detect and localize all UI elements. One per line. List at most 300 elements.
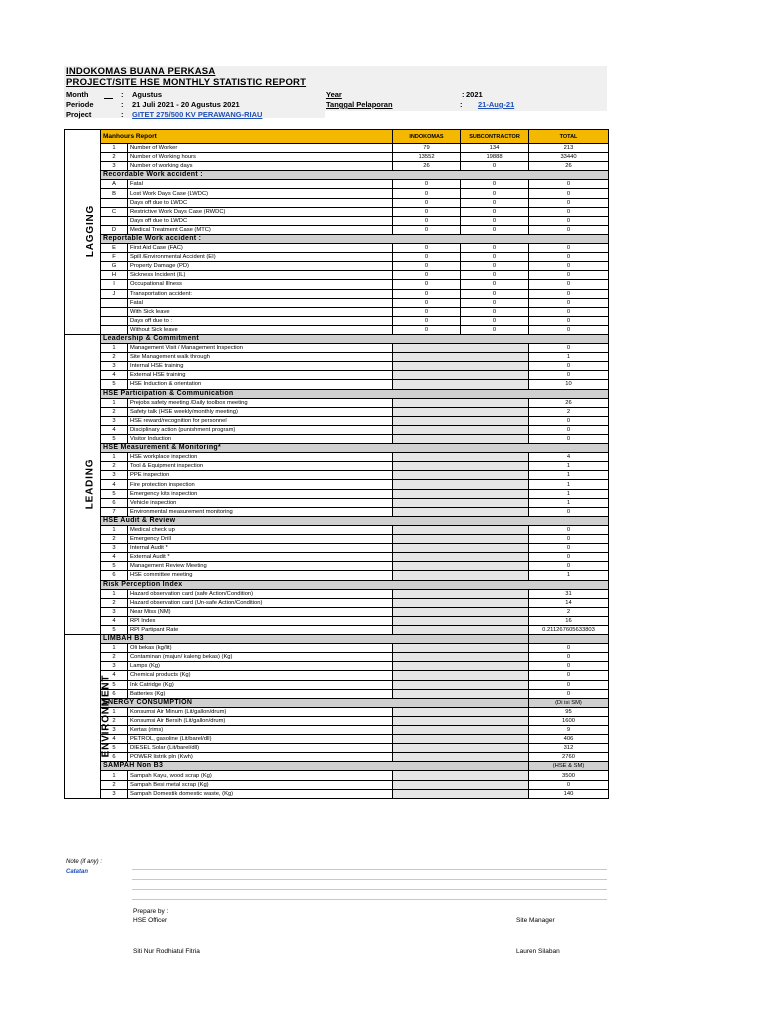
- row-item: RPI Partipant Rate: [128, 625, 393, 634]
- row-number: I: [101, 280, 128, 289]
- value-indokomas: 0: [393, 325, 461, 334]
- table-row: [65, 280, 609, 289]
- value-total: 0: [529, 689, 609, 698]
- row-item: Hazard observation card (safe Action/Condition): [128, 589, 393, 598]
- row-number: 2: [101, 780, 128, 789]
- table-row: [65, 271, 609, 280]
- row-number: 3: [101, 726, 128, 735]
- blank-cell: [393, 789, 529, 798]
- section-row: [65, 171, 609, 180]
- row-item: PETROL, gasoline (Lit/barel/dll): [128, 735, 393, 744]
- value-total: 2: [529, 407, 609, 416]
- value-total: 0: [529, 653, 609, 662]
- value-indokomas: 0: [393, 198, 461, 207]
- table-row: [65, 544, 609, 553]
- row-item: Without Sick leave: [128, 325, 393, 334]
- value-total: 0: [529, 435, 609, 444]
- env-section-title: ENERGY CONSUMPTION: [101, 698, 529, 707]
- table-row: [65, 607, 609, 616]
- row-number: C: [101, 207, 128, 216]
- table-row: [65, 216, 609, 225]
- section-row: [65, 762, 609, 771]
- table-row: [65, 480, 609, 489]
- row-item: Ink Catridge (Kg): [128, 680, 393, 689]
- section-row: [65, 698, 609, 707]
- lagging-group-label: LAGGING: [85, 205, 97, 258]
- row-number: F: [101, 253, 128, 262]
- value-total: 0: [529, 507, 609, 516]
- value-total: 26: [529, 398, 609, 407]
- env-section-title: SAMPAH Non B3: [101, 762, 529, 771]
- row-item: First Aid Case (FAC): [128, 244, 393, 253]
- row-item: Kertas (rims): [128, 726, 393, 735]
- row-item: DIESEL Solar (Lit/barel/dll): [128, 744, 393, 753]
- table-row: [65, 625, 609, 634]
- row-item: Number of Worker: [128, 144, 393, 153]
- value-indokomas: 0: [393, 280, 461, 289]
- row-number: 2: [101, 716, 128, 725]
- blank-cell: [393, 653, 529, 662]
- table-header-row: [65, 130, 609, 144]
- table-row: [65, 307, 609, 316]
- row-number: 7: [101, 507, 128, 516]
- site-manager-title: Site Manager: [516, 917, 555, 924]
- table-row: [65, 207, 609, 216]
- row-number: 2: [101, 653, 128, 662]
- blank-cell: [393, 471, 529, 480]
- row-number: B: [101, 189, 128, 198]
- row-number: 4: [101, 371, 128, 380]
- row-number: J: [101, 289, 128, 298]
- blank-cell: [393, 544, 529, 553]
- blank-cell: [393, 780, 529, 789]
- value-total: 0: [529, 362, 609, 371]
- table-row: [65, 253, 609, 262]
- table-row: [65, 262, 609, 271]
- leading-group: [65, 334, 101, 634]
- row-number: E: [101, 244, 128, 253]
- table-row: [65, 653, 609, 662]
- row-number: 3: [101, 662, 128, 671]
- value-total: 312: [529, 744, 609, 753]
- blank-cell: [393, 753, 529, 762]
- value-indokomas: 0: [393, 307, 461, 316]
- section-row: [65, 334, 609, 343]
- table-row: [65, 535, 609, 544]
- value-subcontractor: 0: [461, 289, 529, 298]
- leading-section-title: HSE Audit & Review: [101, 516, 609, 525]
- manhours-title: Manhours Report: [101, 130, 393, 144]
- value-subcontractor: 0: [461, 271, 529, 280]
- row-item: HSE workplace inspection: [128, 453, 393, 462]
- table-row: [65, 689, 609, 698]
- value-indokomas: 0: [393, 207, 461, 216]
- env-section-note: (HSE & SM): [529, 762, 609, 771]
- table-row: [65, 144, 609, 153]
- row-number: [101, 298, 128, 307]
- table-row: [65, 353, 609, 362]
- row-number: 5: [101, 435, 128, 444]
- table-row: [65, 726, 609, 735]
- environment-group: [65, 635, 112, 799]
- blank-cell: [393, 571, 529, 580]
- year-colon: :: [462, 90, 465, 99]
- prepare-by-label: Prepare by :: [133, 908, 169, 915]
- value-indokomas: 0: [393, 225, 461, 234]
- table-row: [65, 507, 609, 516]
- row-number: 4: [101, 425, 128, 434]
- table-row: [65, 671, 609, 680]
- value-total: 1: [529, 489, 609, 498]
- table-row: [65, 225, 609, 234]
- value-total: 0: [529, 225, 609, 234]
- table-row: [65, 780, 609, 789]
- value-total: 0: [529, 307, 609, 316]
- value-total: 0: [529, 207, 609, 216]
- row-item: Transportation accident:: [128, 289, 393, 298]
- row-number: 2: [101, 598, 128, 607]
- catatan-label: Catatan: [66, 869, 89, 875]
- blank-cell: [393, 716, 529, 725]
- value-total: 2: [529, 607, 609, 616]
- value-total: 16: [529, 616, 609, 625]
- value-subcontractor: 0: [461, 189, 529, 198]
- table-row: [65, 407, 609, 416]
- value-total: 14: [529, 598, 609, 607]
- row-item: Fatal: [128, 298, 393, 307]
- value-indokomas: 0: [393, 189, 461, 198]
- row-number: D: [101, 225, 128, 234]
- blank-cell: [393, 525, 529, 534]
- blank-cell: [393, 507, 529, 516]
- value-total: 95: [529, 707, 609, 716]
- value-total: 0: [529, 198, 609, 207]
- value-subcontractor: 0: [461, 162, 529, 171]
- blank-cell: [393, 680, 529, 689]
- table-row: [65, 462, 609, 471]
- blank-cell: [393, 735, 529, 744]
- row-number: 6: [101, 571, 128, 580]
- row-number: 3: [101, 416, 128, 425]
- row-number: 3: [101, 789, 128, 798]
- row-number: 6: [101, 689, 128, 698]
- row-item: Spill /Environmental Accident (EI): [128, 253, 393, 262]
- blank-cell: [393, 453, 529, 462]
- row-item: Konsumsi Air Minum (Lit/gallon/drum): [128, 707, 393, 716]
- blank-cell: [393, 398, 529, 407]
- row-number: 1: [101, 771, 128, 780]
- row-number: 3: [101, 607, 128, 616]
- table-row: [65, 244, 609, 253]
- value-total: 3500: [529, 771, 609, 780]
- hse-statistic-table: [64, 129, 609, 799]
- blank-cell: [393, 744, 529, 753]
- row-item: Oli bekas (kg/lit): [128, 644, 393, 653]
- table-row: [65, 562, 609, 571]
- table-row: [65, 425, 609, 434]
- table-row: [65, 489, 609, 498]
- value-total: 0: [529, 371, 609, 380]
- env-section-title: LIMBAH B3: [101, 635, 529, 644]
- table-row: [65, 416, 609, 425]
- col-indokomas: INDOKOMAS: [393, 130, 461, 144]
- report-date-value: 21-Aug-21: [478, 100, 515, 109]
- project-label: Project: [66, 110, 92, 119]
- recordable-section-title: Recordable Work accident :: [101, 171, 609, 180]
- blank-cell: [393, 416, 529, 425]
- blank-cell: [393, 607, 529, 616]
- row-item: Number of working days: [128, 162, 393, 171]
- section-row: [65, 635, 609, 644]
- value-total: 1: [529, 480, 609, 489]
- value-total: 0: [529, 680, 609, 689]
- value-total: 406: [529, 735, 609, 744]
- hse-officer-title: HSE Officer: [133, 917, 168, 924]
- blank-cell: [393, 498, 529, 507]
- blank-cell: [393, 407, 529, 416]
- value-indokomas: 79: [393, 144, 461, 153]
- table-row: [65, 344, 609, 353]
- row-item: Sampah Besi metal scrap (Kg): [128, 780, 393, 789]
- row-item: Emergency kits inspection: [128, 489, 393, 498]
- year-label: Year: [326, 90, 342, 99]
- row-number: 5: [101, 680, 128, 689]
- row-item: RPI Index: [128, 616, 393, 625]
- row-number: 5: [101, 562, 128, 571]
- blank-cell: [393, 353, 529, 362]
- blank-cell: [393, 535, 529, 544]
- row-number: 4: [101, 671, 128, 680]
- row-number: 1: [101, 707, 128, 716]
- blank-cell: [393, 671, 529, 680]
- row-item: Disciplinary action (punishment program): [128, 425, 393, 434]
- blank-cell: [393, 362, 529, 371]
- value-subcontractor: 0: [461, 244, 529, 253]
- table-row: [65, 371, 609, 380]
- row-item: Prejobs safety meeting /Daily toolbox meeting: [128, 398, 393, 407]
- row-number: 2: [101, 462, 128, 471]
- value-total: 1: [529, 471, 609, 480]
- row-number: 2: [101, 353, 128, 362]
- row-item: External Audit *: [128, 553, 393, 562]
- blank-cell: [393, 344, 529, 353]
- row-item: Chemical products (Kg): [128, 671, 393, 680]
- col-total: TOTAL: [529, 130, 609, 144]
- value-total: 0: [529, 180, 609, 189]
- row-number: 1: [101, 589, 128, 598]
- reportable-section-title: Reportable Work accident :: [101, 234, 609, 243]
- blank-cell: [393, 380, 529, 389]
- value-indokomas: 13552: [393, 153, 461, 162]
- row-number: 1: [101, 344, 128, 353]
- table-row: [65, 325, 609, 334]
- header-blank-area: [325, 111, 607, 121]
- table-row: [65, 753, 609, 762]
- value-total: 0: [529, 189, 609, 198]
- row-number: 4: [101, 735, 128, 744]
- value-total: 213: [529, 144, 609, 153]
- blank-cell: [393, 662, 529, 671]
- value-total: 26: [529, 162, 609, 171]
- row-number: [101, 198, 128, 207]
- value-subcontractor: 0: [461, 216, 529, 225]
- value-indokomas: 0: [393, 289, 461, 298]
- value-subcontractor: 0: [461, 280, 529, 289]
- row-item: Hazard observation card (Un-safe Action/Condition): [128, 598, 393, 607]
- table-row: [65, 589, 609, 598]
- value-subcontractor: 0: [461, 325, 529, 334]
- blank-cell: [393, 616, 529, 625]
- table-row: [65, 644, 609, 653]
- table-row: [65, 198, 609, 207]
- row-number: H: [101, 271, 128, 280]
- row-number: 3: [101, 162, 128, 171]
- table-row: [65, 316, 609, 325]
- row-item: Contaminan (majun/ kaleng bekas) (Kg): [128, 653, 393, 662]
- row-item: HSE Induction & orientation: [128, 380, 393, 389]
- blank-cell: [393, 435, 529, 444]
- row-number: 5: [101, 489, 128, 498]
- note-label: Note (if any) :: [66, 859, 103, 865]
- row-number: 2: [101, 535, 128, 544]
- table-row: [65, 289, 609, 298]
- row-item: Tool & Equipment inspection: [128, 462, 393, 471]
- note-line-3: [132, 889, 607, 890]
- month-value: Agustus: [132, 90, 162, 99]
- value-subcontractor: 0: [461, 262, 529, 271]
- value-total: 0: [529, 344, 609, 353]
- leading-section-title: HSE Participation & Communication: [101, 389, 609, 398]
- table-row: [65, 571, 609, 580]
- row-item: Internal HSE training: [128, 362, 393, 371]
- row-item: PPE inspection: [128, 471, 393, 480]
- report-title: PROJECT/SITE HSE MONTHLY STATISTIC REPORT: [66, 77, 307, 88]
- row-item: Fire protection inspection: [128, 480, 393, 489]
- blank-cell: [393, 644, 529, 653]
- period-value: 21 Juli 2021 - 20 Agustus 2021: [132, 100, 240, 109]
- row-item: Sampah Kayu, wood scrap (Kg): [128, 771, 393, 780]
- value-subcontractor: 0: [461, 225, 529, 234]
- table-row: [65, 498, 609, 507]
- value-total: 0: [529, 325, 609, 334]
- table-row: [65, 771, 609, 780]
- table-row: [65, 744, 609, 753]
- blank-cell: [393, 480, 529, 489]
- blank-cell: [393, 598, 529, 607]
- table-row: [65, 380, 609, 389]
- value-total: 2760: [529, 753, 609, 762]
- row-item: External HSE training: [128, 371, 393, 380]
- row-number: 5: [101, 380, 128, 389]
- value-total: 0: [529, 289, 609, 298]
- row-number: 3: [101, 544, 128, 553]
- blank-cell: [393, 371, 529, 380]
- value-subcontractor: 134: [461, 144, 529, 153]
- blank-cell: [393, 489, 529, 498]
- note-line-1: [132, 869, 607, 870]
- row-item: Environmental measurement monitoring: [128, 507, 393, 516]
- row-item: Vehicle inspection: [128, 498, 393, 507]
- row-number: 5: [101, 625, 128, 634]
- section-row: [65, 444, 609, 453]
- value-total: 4: [529, 453, 609, 462]
- row-item: Near Miss (NM): [128, 607, 393, 616]
- blank-cell: [393, 689, 529, 698]
- row-item: Emergency Drill: [128, 535, 393, 544]
- table-row: [65, 662, 609, 671]
- value-total: 0: [529, 671, 609, 680]
- value-subcontractor: 0: [461, 198, 529, 207]
- value-total: 10: [529, 380, 609, 389]
- value-subcontractor: 19888: [461, 153, 529, 162]
- value-total: 0: [529, 662, 609, 671]
- table-row: [65, 680, 609, 689]
- value-total: 0: [529, 425, 609, 434]
- month-colon: :: [121, 90, 124, 99]
- table-row: [65, 398, 609, 407]
- hse-officer-name: Siti Nur Rodhiatul Fitria: [133, 948, 200, 955]
- blank-cell: [393, 462, 529, 471]
- row-item: Site Management walk through: [128, 353, 393, 362]
- value-total: 1: [529, 462, 609, 471]
- table-row: [65, 553, 609, 562]
- value-subcontractor: 0: [461, 180, 529, 189]
- table-row: [65, 162, 609, 171]
- row-item: Number of Working hours: [128, 153, 393, 162]
- row-item: Lamps (Kg): [128, 662, 393, 671]
- blank-cell: [393, 562, 529, 571]
- row-item: Internal Audit *: [128, 544, 393, 553]
- row-number: 1: [101, 144, 128, 153]
- row-number: 5: [101, 744, 128, 753]
- site-manager-name: Lauren Silaban: [516, 948, 560, 955]
- row-number: 2: [101, 153, 128, 162]
- value-total: 1: [529, 571, 609, 580]
- row-item: Medical check up: [128, 525, 393, 534]
- note-line-2: [132, 879, 607, 880]
- note-line-4: [132, 899, 607, 900]
- row-item: Lost Work Days Case (LWDC): [128, 189, 393, 198]
- value-total: 1600: [529, 716, 609, 725]
- row-item: HSE committee meeting: [128, 571, 393, 580]
- value-indokomas: 0: [393, 253, 461, 262]
- row-item: POWER listrik pln (Kwh): [128, 753, 393, 762]
- section-row: [65, 580, 609, 589]
- row-item: Property Damage (PD): [128, 262, 393, 271]
- project-value: GITET 275/500 KV PERAWANG-RIAU: [132, 110, 263, 119]
- table-row: [65, 180, 609, 189]
- table-row: [65, 716, 609, 725]
- blank-cell: [393, 425, 529, 434]
- table-row: [65, 153, 609, 162]
- value-subcontractor: 0: [461, 207, 529, 216]
- value-subcontractor: 0: [461, 298, 529, 307]
- value-indokomas: 0: [393, 262, 461, 271]
- lagging-group: [65, 130, 101, 335]
- env-section-note: [529, 635, 609, 644]
- company-name: INDOKOMAS BUANA PERKASA: [66, 66, 216, 77]
- table-row: [65, 453, 609, 462]
- value-indokomas: 0: [393, 244, 461, 253]
- row-item: Konsumsi Air Bersih (Lit/gallon/drum): [128, 716, 393, 725]
- row-item: HSE reward/recognition for personnel: [128, 416, 393, 425]
- env-section-note: (Di isi SM): [529, 698, 609, 707]
- row-item: Fatal: [128, 180, 393, 189]
- row-item: With Sick leave: [128, 307, 393, 316]
- row-number: [101, 216, 128, 225]
- value-total: 0: [529, 525, 609, 534]
- project-colon: :: [121, 110, 124, 119]
